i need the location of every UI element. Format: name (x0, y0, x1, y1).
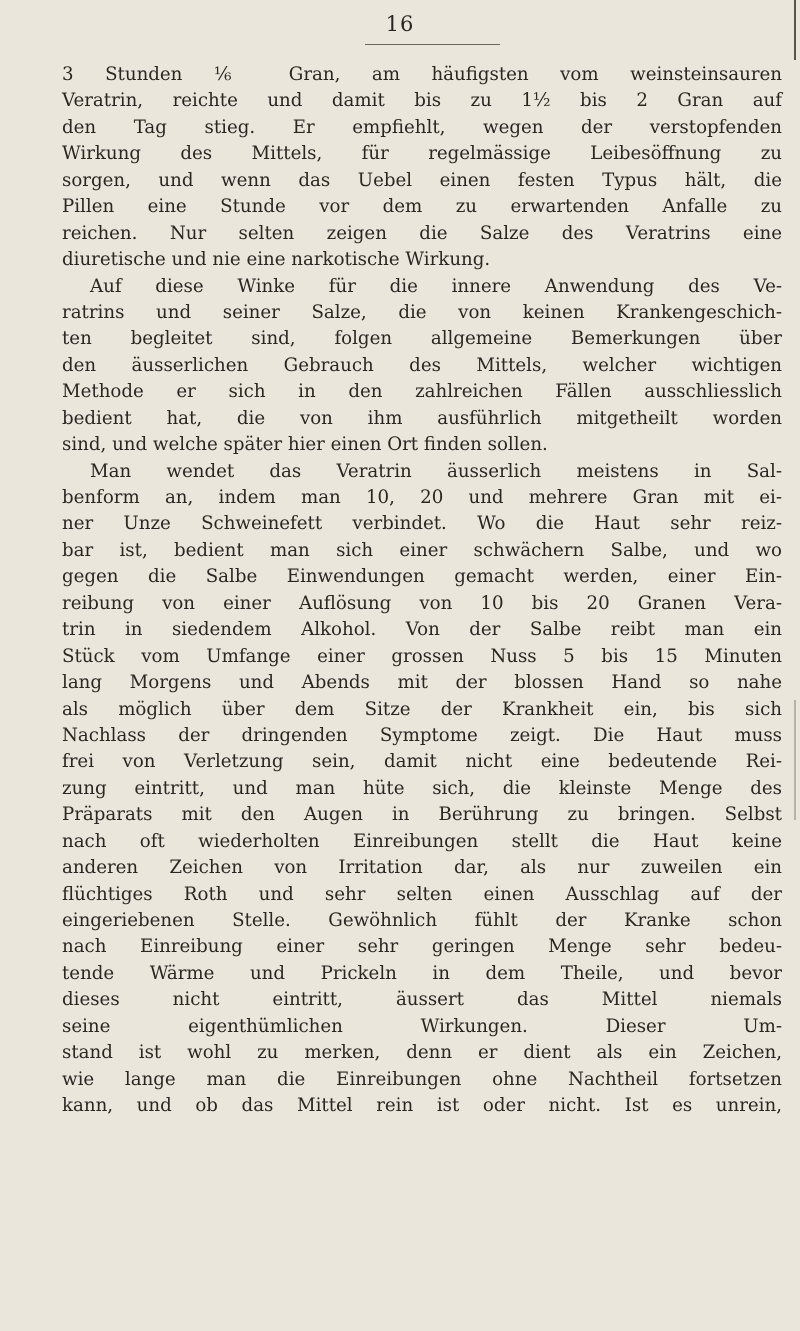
text-line: Veratrin, reichte und damit bis zu 1½ bis 2 Gran auf (62, 90, 782, 112)
text-line: nach Einreibung einer sehr geringen Menge sehr bedeu- (62, 936, 782, 958)
text-line: seine eigenthümlichen Wirkungen. Dieser Um- (62, 1015, 782, 1037)
text-line: wie lange man die Einreibungen ohne Nachtheil fortsetzen (62, 1068, 782, 1090)
text-line: reichen. Nur selten zeigen die Salze des Veratrins eine (62, 222, 782, 244)
text-line: Auf diese Winke für die innere Anwendung des Ve- (90, 275, 782, 297)
text-line: den äusserlichen Gebrauch des Mittels, welcher wichtigen (62, 354, 782, 376)
text-line: stand ist wohl zu merken, denn er dient als ein Zeichen, (62, 1042, 782, 1064)
text-line: sind, und welche später hier einen Ort finden sollen. (62, 434, 548, 456)
text-line: sorgen, und wenn das Uebel einen festen Typus hält, die (62, 169, 782, 191)
text-line: tende Wärme und Prickeln in dem Theile, und bevor (62, 962, 782, 984)
text-line: den Tag stieg. Er empfiehlt, wegen der verstopfenden (62, 116, 782, 138)
text-line: Wirkung des Mittels, für regelmässige Leibesöffnung zu (62, 143, 782, 165)
text-line: 3 Stunden ⅙ Gran, am häufigsten vom weinsteinsauren (62, 64, 782, 85)
text-line: lang Morgens und Abends mit der blossen Hand so nahe (62, 672, 782, 694)
text-line: diuretische und nie eine narkotische Wirkung. (62, 249, 491, 271)
text-line: zung eintritt, und man hüte sich, die kleinste Menge des (62, 777, 782, 799)
text-line: bar ist, bedient man sich einer schwächern Salbe, und wo (62, 539, 782, 561)
body-text (62, 62, 782, 1120)
text-line: Stück vom Umfange einer grossen Nuss 5 bis 15 Minuten (62, 645, 782, 667)
text-line: gegen die Salbe Einwendungen gemacht werden, einer Ein- (62, 566, 782, 588)
text-line: dieses nicht eintritt, äussert das Mittel niemals (62, 989, 782, 1011)
text-line: kann, und ob das Mittel rein ist oder nicht. Ist es unrein, (62, 1095, 782, 1117)
text-line: nach oft wiederholten Einreibungen stellt die Haut keine (62, 830, 782, 852)
page-number: 16 (385, 12, 415, 36)
page-edge-shadow-lower (794, 700, 796, 820)
text-line: Nachlass der dringenden Symptome zeigt. Die Haut muss (62, 724, 782, 746)
text-line: Man wendet das Veratrin äusserlich meistens in Sal- (90, 460, 782, 482)
text-line: Pillen eine Stunde vor dem zu erwartenden Anfalle zu (62, 196, 782, 218)
text-line: reibung von einer Auflösung von 10 bis 20 Granen Vera- (62, 592, 782, 614)
text-line: trin in siedendem Alkohol. Von der Salbe reibt man ein (62, 619, 782, 641)
header-rule (365, 44, 500, 45)
text-line: frei von Verletzung sein, damit nicht eine bedeutende Rei- (62, 751, 782, 773)
text-line: flüchtiges Roth und sehr selten einen Ausschlag auf der (62, 883, 782, 905)
text-line: bedient hat, die von ihm ausführlich mitgetheilt worden (62, 407, 782, 429)
text-line: Methode er sich in den zahlreichen Fällen ausschliesslich (62, 381, 782, 403)
text-line: anderen Zeichen von Irritation dar, als nur zuweilen ein (62, 857, 782, 879)
text-line: als möglich über dem Sitze der Krankheit ein, bis sich (62, 698, 782, 720)
text-line: ten begleitet sind, folgen allgemeine Bemerkungen über (62, 328, 782, 350)
text-line: ner Unze Schweinefett verbindet. Wo die Haut sehr reiz- (62, 513, 782, 535)
text-line: benform an, indem man 10, 20 und mehrere Gran mit ei- (62, 487, 782, 508)
page-edge-shadow (794, 0, 796, 60)
text-line: eingeriebenen Stelle. Gewöhnlich fühlt der Kranke schon (62, 910, 782, 931)
text-line: ratrins und seiner Salze, die von keinen Krankengeschich- (62, 301, 782, 323)
text-line: Präparats mit den Augen in Berührung zu bringen. Selbst (62, 804, 782, 826)
